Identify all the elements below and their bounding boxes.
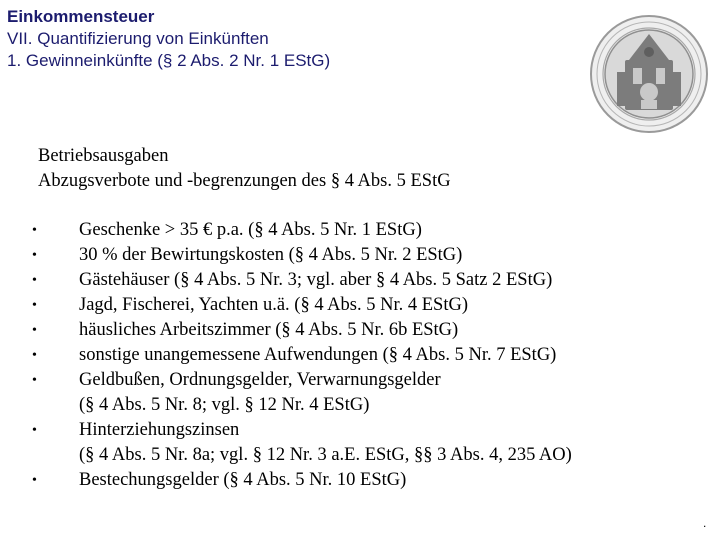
university-seal-icon	[589, 14, 709, 134]
bullet-list	[32, 218, 708, 493]
corner-mark: .	[703, 516, 707, 530]
list-item	[32, 468, 708, 493]
heading-betriebsausgaben: Betriebsausgaben	[38, 146, 169, 166]
list-item	[32, 268, 708, 293]
list-item-text: Geldbußen, Ordnungsgelder, Verwarnungsgelder	[79, 370, 441, 390]
bullet-icon: •	[32, 348, 37, 363]
list-item-text: Jagd, Fischerei, Yachten u.ä. (§ 4 Abs. 5 Nr. 4 EStG)	[79, 295, 468, 315]
list-item	[32, 343, 708, 368]
slide-header	[7, 6, 330, 72]
list-item-text: Geschenke > 35 € p.a. (§ 4 Abs. 5 Nr. 1 EStG)	[79, 220, 422, 240]
bullet-icon: •	[32, 273, 37, 288]
list-item	[32, 418, 708, 468]
section-heading	[38, 144, 708, 194]
list-item-text: Hinterziehungszinsen	[79, 420, 240, 440]
list-item	[32, 218, 708, 243]
list-item	[32, 243, 708, 268]
slide-subheading-chapter: VII. Quantifizierung von Einkünften	[7, 29, 269, 48]
list-item	[32, 368, 708, 418]
list-item	[32, 318, 708, 343]
list-item-text: Bestechungsgelder (§ 4 Abs. 5 Nr. 10 EStG)	[79, 470, 407, 490]
bullet-icon: •	[32, 248, 37, 263]
bullet-icon: •	[32, 323, 37, 338]
list-item-reference: (§ 4 Abs. 5 Nr. 8a; vgl. § 12 Nr. 3 a.E. EStG, §§ 3 Abs. 4, 235 AO)	[79, 445, 572, 465]
heading-abzugsverbote: Abzugsverbote und -begrenzungen des § 4 Abs. 5 EStG	[38, 171, 451, 191]
bullet-icon: •	[32, 423, 37, 438]
bullet-icon: •	[32, 298, 37, 313]
list-item-text: Gästehäuser (§ 4 Abs. 5 Nr. 3; vgl. aber § 4 Abs. 5 Satz 2 EStG)	[79, 270, 553, 290]
bullet-icon: •	[32, 223, 37, 238]
slide-title: Einkommensteuer	[7, 7, 155, 26]
slide-subheading-section: 1. Gewinneinkünfte (§ 2 Abs. 2 Nr. 1 EStG)	[7, 51, 331, 70]
bullet-icon: •	[32, 473, 37, 488]
list-item-reference: (§ 4 Abs. 5 Nr. 8; vgl. § 12 Nr. 4 EStG)	[79, 395, 370, 415]
slide-body	[32, 144, 708, 493]
list-item-text: häusliches Arbeitszimmer (§ 4 Abs. 5 Nr. 6b EStG)	[79, 320, 459, 340]
list-item	[32, 293, 708, 318]
list-item-text: sonstige unangemessene Aufwendungen (§ 4 Abs. 5 Nr. 7 EStG)	[79, 345, 557, 365]
list-item-text: 30 % der Bewirtungskosten (§ 4 Abs. 5 Nr. 2 EStG)	[79, 245, 463, 265]
bullet-icon: •	[32, 373, 37, 388]
